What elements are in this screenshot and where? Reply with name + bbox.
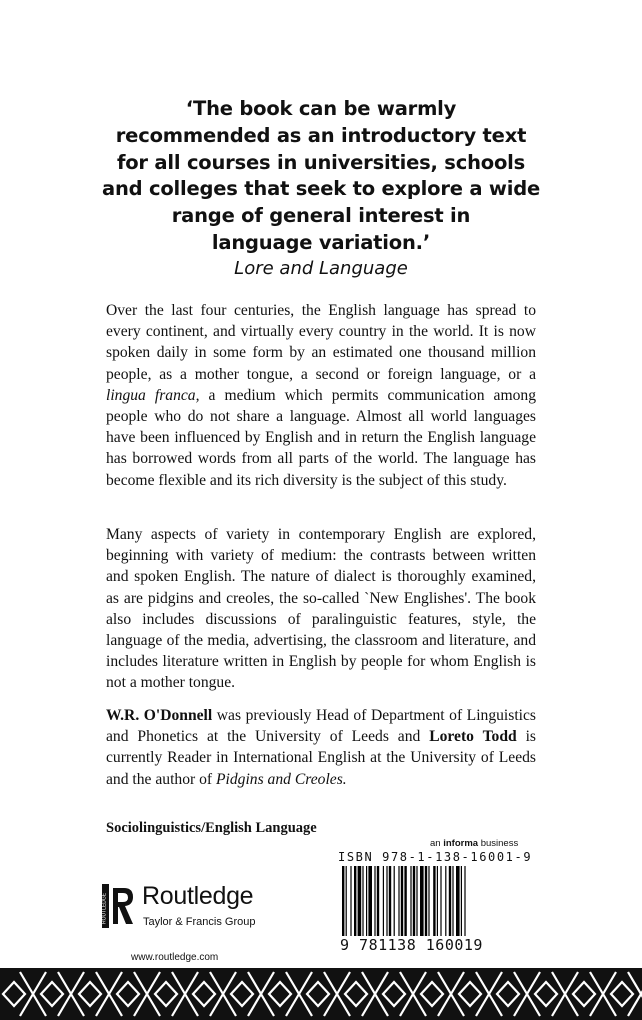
description-text: a medium which permits communication among people who do not share a language. Almost all world languages have been influenced by English and in return the English language has borrowed words from all parts of the world. The language has become flexible and its rich diversity is the subject of this study. xyxy=(106,386,536,489)
review-quote xyxy=(60,96,582,257)
quote-line: ‘The book can be warmly xyxy=(185,97,457,120)
description-italic: lingua franca, xyxy=(106,386,200,404)
isbn-text: ISBN 978-1-138-16001-9 xyxy=(338,850,533,864)
quote-line: language variation.’ xyxy=(211,230,431,254)
publisher-name: Routledge xyxy=(142,882,254,910)
informa-brand: informa xyxy=(443,838,479,849)
author-bio xyxy=(106,705,536,790)
author-bio-text: is currently Reader in International English at the University of Leeds and the author of xyxy=(106,728,536,788)
author-name: Loreto Todd xyxy=(429,728,517,746)
description-paragraph-2: Many aspects of variety in contemporary English are explored, beginning with variety of medium: the contrasts between written and spoken English. The nature of dialect is thoroughly examined, as are pidgins and creoles, the so-called `New Englishes'. The book also includes discussions of paralinguistic features, style, the language of the media, advertising, the classroom and literature, and includes literature written in English by people for whom English is not a mother tongue. xyxy=(106,526,536,692)
quote-line: and colleges that seek to explore a wide xyxy=(101,177,540,201)
book-title: Pidgins and Creoles. xyxy=(216,770,347,788)
barcode-number: 9 781138 160019 xyxy=(340,936,540,954)
informa-tagline xyxy=(430,838,518,849)
informa-prefix: an xyxy=(430,838,444,849)
svg-text:ROUTLEDGE: ROUTLEDGE xyxy=(102,892,108,924)
quote-line: range of general interest in xyxy=(171,204,471,228)
publisher-group: Taylor & Francis Group xyxy=(143,916,256,928)
author-name: W.R. O'Donnell xyxy=(106,707,213,724)
quote-source: Lore and Language xyxy=(234,258,408,279)
author-bio-text: was previously Head of Department of Linguistics and Phonetics at the University of Leeds and xyxy=(106,707,536,746)
quote-line: recommended as an introductory text xyxy=(115,123,527,147)
description-text: Over the last four centuries, the English language has spread to every continent, and virtually every country in the world. It is now spoken daily in some form by an estimated one thousand million people, as a mother tongue, a second or foreign language, or a xyxy=(106,302,536,383)
subject-category: Sociolinguistics/English Language xyxy=(106,820,317,836)
barcode xyxy=(340,866,540,940)
decorative-border xyxy=(0,968,642,1020)
quote-line: for all courses in universities, schools xyxy=(116,150,526,174)
description-paragraph-1 xyxy=(106,300,536,491)
routledge-logo-icon xyxy=(102,884,134,928)
publisher-url[interactable]: www.routledge.com xyxy=(131,952,219,963)
informa-suffix: business xyxy=(478,838,519,849)
